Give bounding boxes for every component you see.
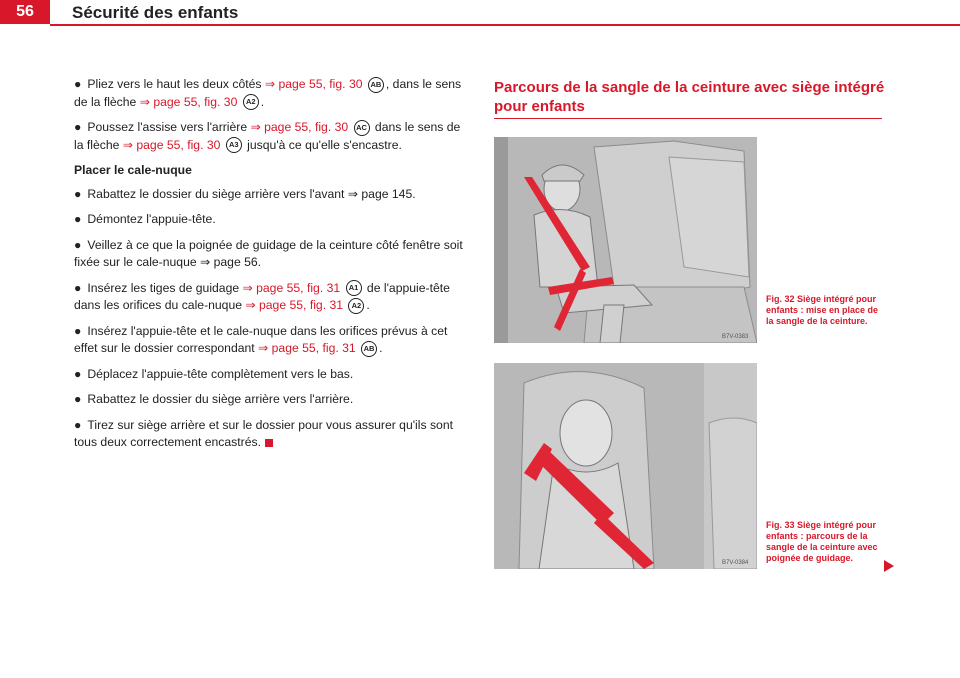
step-3 (74, 186, 466, 204)
step-text: . (260, 94, 265, 109)
reference-marker: A2 (348, 298, 364, 314)
step-text: . (366, 298, 370, 312)
bullet-icon: ● (74, 280, 82, 295)
section-title: Parcours de la sangle de la ceinture avec siège intégré pour enfants (494, 79, 885, 115)
step-2 (74, 119, 466, 154)
step-text: de l'appuie-tête dans les orifices du cale-nuque (74, 280, 450, 312)
continue-arrow-icon (884, 560, 894, 572)
step-text: Rabattez le dossier du siège arrière vers l'arrière. (87, 392, 354, 406)
reference-marker: A2 (243, 94, 259, 110)
step-text: . (379, 341, 383, 355)
bullet-icon: ● (74, 366, 82, 381)
reference-marker: AB (368, 77, 384, 93)
step-text: jusqu'à ce qu'elle s'encastre. (243, 137, 402, 152)
bullet-icon: ● (74, 392, 82, 406)
figure-code: B7V-0383 (722, 334, 749, 340)
step-text: Déplacez l'appuie-tête complètement vers le bas. (87, 366, 354, 381)
figure-33-caption: Fig. 33 Siège intégré pour enfants : parcours de la sangle de la ceinture avec poignée de guidage. (766, 520, 878, 563)
figure-32-illustration (494, 137, 757, 343)
step-8 (74, 366, 466, 384)
section-rule (494, 118, 882, 119)
page-number: 56 (0, 0, 50, 24)
page-link[interactable]: ⇒ page 55, fig. 30 (139, 94, 238, 109)
reference-marker: A1 (346, 280, 362, 296)
step-text: Rabattez le dossier du siège arrière vers l'avant ⇒ page 145. (87, 186, 416, 201)
left-column (74, 76, 466, 460)
step-text: Poussez l'assise vers l'arrière (87, 120, 251, 134)
step-text: Tirez sur siège arrière et sur le dossier pour vous assurer qu'ils sont tous deux correctement encastrés. (74, 417, 453, 449)
step-9 (74, 391, 466, 409)
step-text: dans le sens de la flèche (74, 120, 461, 152)
bullet-icon: ● (74, 120, 82, 134)
reference-marker: A3 (226, 137, 242, 153)
page-link[interactable]: ⇒ page 55, fig. 30 (122, 137, 221, 152)
step-text: Démontez l'appuie-tête. (87, 212, 216, 226)
page-link[interactable]: ⇒ page 55, fig. 31 (258, 341, 356, 355)
page-link[interactable]: ⇒ page 55, fig. 31 (245, 298, 344, 312)
step-6 (74, 280, 466, 315)
step-1 (74, 76, 466, 111)
end-of-section-icon (265, 439, 273, 447)
bullet-icon: ● (74, 186, 82, 201)
step-4 (74, 211, 466, 229)
step-text: Veillez à ce que la poignée de guidage de la ceinture côté fenêtre soit fixée sur le cale-nuque ⇒ page 56. (74, 237, 463, 269)
figure-32-caption: Fig. 32 Siège intégré pour enfants : mise en place de la sangle de la ceinture. (766, 294, 879, 326)
step-text: Insérez les tiges de guidage (87, 280, 243, 295)
belt-guide-illustration (494, 363, 757, 569)
figure-code: B7V-0384 (722, 560, 749, 566)
subheading: Placer le cale-nuque (74, 163, 192, 177)
reference-marker: AB (361, 341, 377, 357)
bullet-icon: ● (74, 417, 82, 432)
step-text: Insérez l'appuie-tête et le cale-nuque dans les orifices prévus à cet effet sur le dossier correspondant (74, 323, 448, 355)
step-5 (74, 237, 466, 272)
step-text: Pliez vers le haut les deux côtés (87, 77, 265, 91)
page-title: Sécurité des enfants (72, 3, 239, 22)
step-text: , dans le sens de la flèche (74, 77, 462, 109)
figure-33-illustration (494, 363, 757, 569)
reference-marker: AC (354, 120, 370, 136)
page-link[interactable]: ⇒ page 55, fig. 30 (250, 120, 349, 134)
page-link[interactable]: ⇒ page 55, fig. 31 (242, 280, 341, 295)
bullet-icon: ● (74, 212, 82, 226)
step-7 (74, 323, 466, 358)
bullet-icon: ● (74, 323, 82, 338)
page-link[interactable]: ⇒ page 55, fig. 30 (264, 77, 363, 91)
title-rule (50, 24, 960, 26)
bullet-icon: ● (74, 77, 82, 91)
bullet-icon: ● (74, 237, 82, 252)
child-seat-belt-illustration (494, 137, 757, 343)
step-10 (74, 417, 466, 452)
